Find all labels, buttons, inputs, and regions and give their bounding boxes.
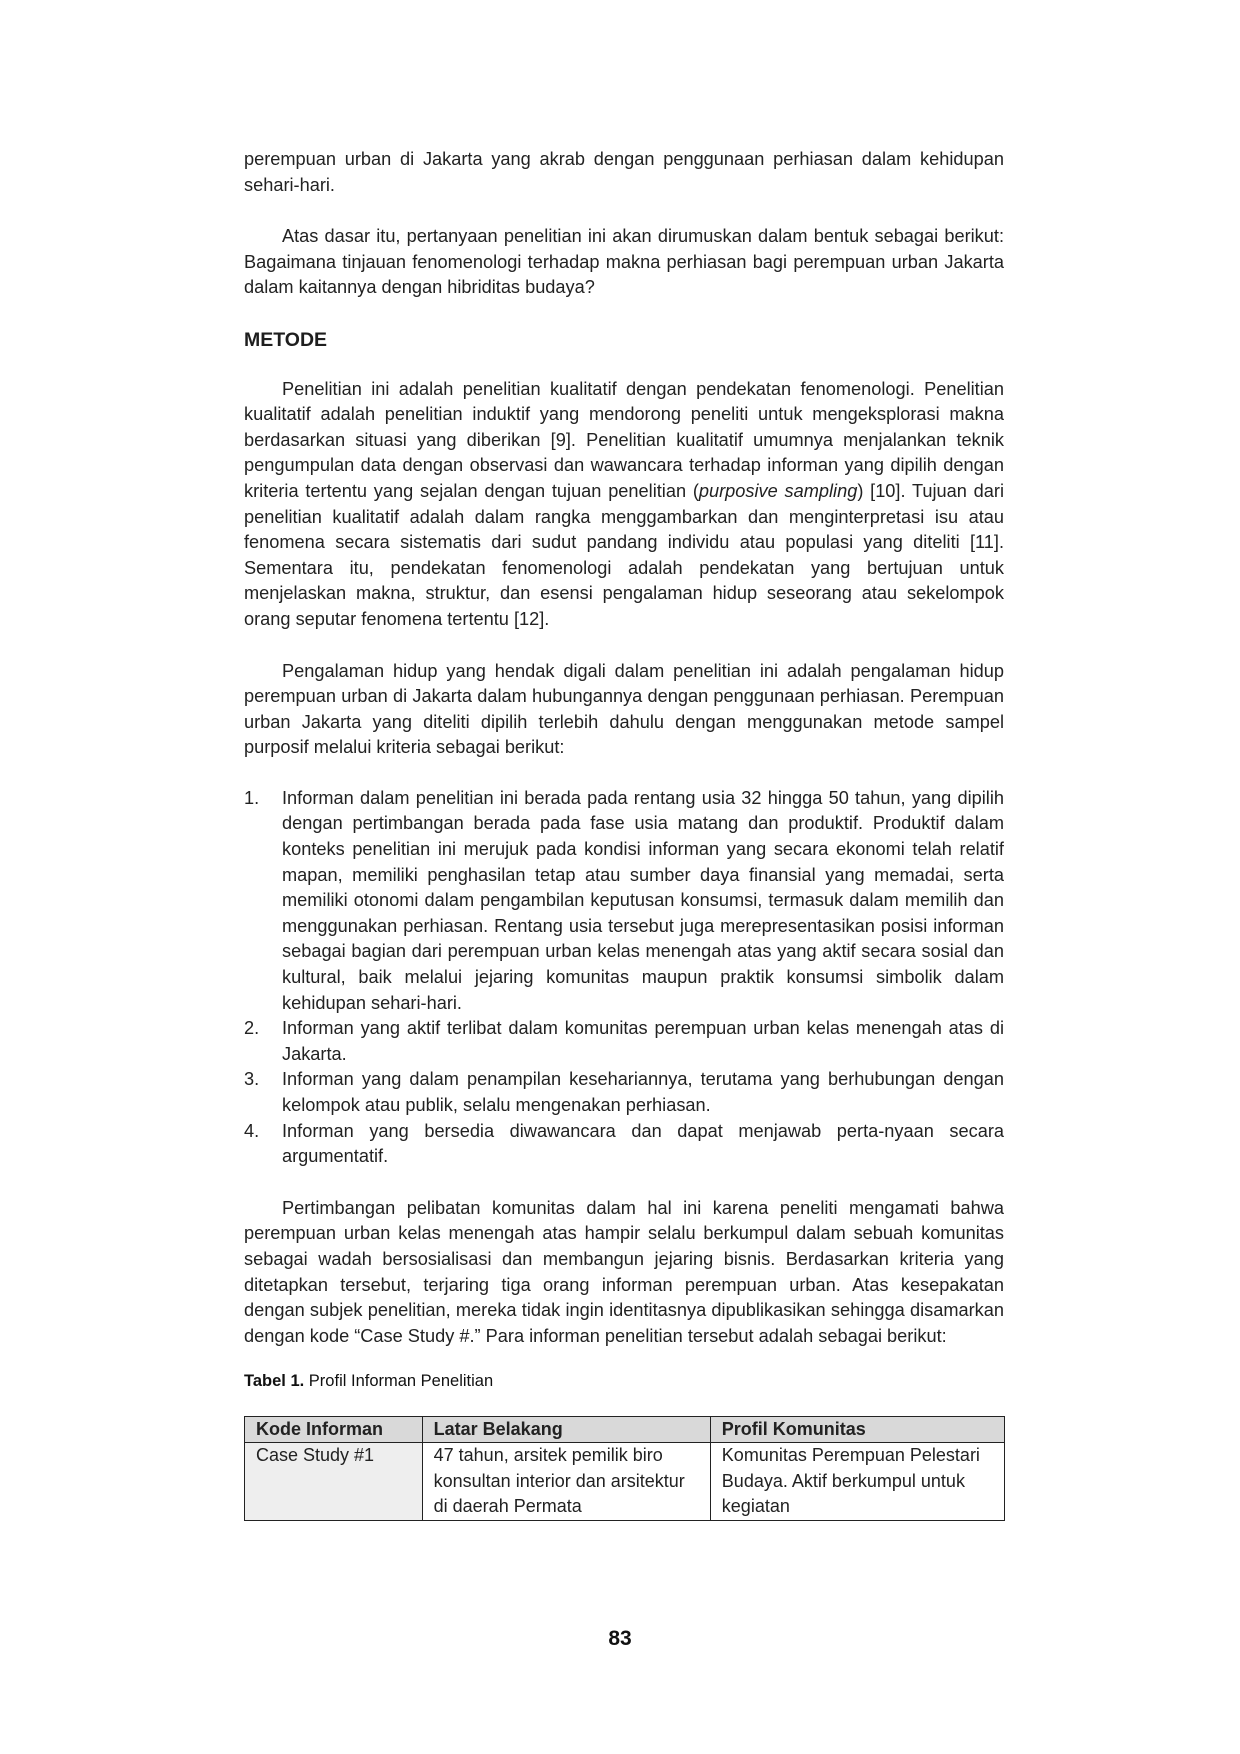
list-item-number: 3. bbox=[244, 1069, 260, 1090]
list-item bbox=[244, 786, 1004, 1016]
table-cell-kode: Case Study #1 bbox=[245, 1443, 423, 1521]
method-text-italic: purposive sampling bbox=[698, 480, 858, 501]
paragraph-research-question: Atas dasar itu, pertanyaan penelitian ini akan dirumuskan dalam bentuk sebagai berikut: Bagaimana tinjauan fenomenologi terhadap makna perhiasan bagi perempuan urban Jakarta dalam kaitannya dengan hibriditas budaya? bbox=[244, 226, 1004, 298]
list-item-text: Informan yang bersedia diwawancara dan dapat menjawab perta-nyaan secara argumentatif. bbox=[282, 1120, 1004, 1167]
list-item-number: 4. bbox=[244, 1120, 260, 1141]
list-item bbox=[244, 1067, 1004, 1118]
list-item-number: 2. bbox=[244, 1018, 260, 1039]
list-item bbox=[244, 1016, 1004, 1067]
paragraph-lived-experience: Pengalaman hidup yang hendak digali dalam penelitian ini adalah pengalaman hidup perempuan urban di Jakarta dalam hubungannya dengan penggunaan perhiasan. Perempuan urban Jakarta yang diteliti dipilih terlebih dahulu dengan menggunakan metode sampel purposif melalui kriteria sebagai berikut: bbox=[244, 660, 1004, 758]
table-cell-profil: Komunitas Perempuan Pelestari Budaya. Aktif berkumpul untuk kegiatan bbox=[710, 1443, 1004, 1521]
table-caption-label: Tabel 1. bbox=[244, 1372, 305, 1391]
list-item-text: Informan yang aktif terlibat dalam komunitas perempuan urban kelas menengah atas di Jakarta. bbox=[282, 1018, 1004, 1064]
table-header-row bbox=[245, 1416, 1005, 1443]
method-text-part-2: ) [10]. Tujuan dari penelitian kualitatif adalah dalam rangka menggambarkan dan menginterpretasi isu atau fenomena secara sistematis dari sudut pandang individu atau populasi yang diteliti [11]. Sementara itu, pendekatan fenomenologi adalah pendekatan yang bertujuan untuk menjelaskan makna, struktur, dan esensi pengalaman hidup seseorang atau sekelompok orang seputar fenomena tertentu [12]. bbox=[244, 480, 1005, 629]
informant-profile-table bbox=[244, 1416, 1005, 1521]
method-text-part-1: Penelitian ini adalah penelitian kualitatif dengan pendekatan fenomenologi. Penelitian kualitatif adalah penelitian induktif yang mendorong peneliti untuk mengeksplorasi makna berdasarkan situasi yang diberikan [9]. Penelitian kualitatif umumnya menjalankan teknik pengumpulan data dengan observasi dan wawancara terhadap informan yang dipilih dengan kriteria tertentu yang sejalan dengan tujuan penelitian ( bbox=[244, 378, 1004, 501]
column-header-kode: Kode Informan bbox=[245, 1416, 423, 1443]
table-cell-latar: 47 tahun, arsitek pemilik biro konsultan interior dan arsitektur di daerah Permata bbox=[422, 1443, 710, 1521]
paragraph-intro-continued: perempuan urban di Jakarta yang akrab dengan penggunaan perhiasan dalam kehidupan sehari-hari. bbox=[244, 149, 1004, 195]
column-header-profil: Profil Komunitas bbox=[710, 1416, 1004, 1443]
table-caption bbox=[244, 1369, 1004, 1395]
criteria-list bbox=[244, 786, 1004, 1170]
list-item bbox=[244, 1119, 1004, 1170]
paragraph-method-description bbox=[244, 377, 1004, 633]
document-page bbox=[244, 147, 1004, 1521]
table-caption-text: Profil Informan Penelitian bbox=[304, 1372, 494, 1391]
section-heading-metode: METODE bbox=[244, 328, 328, 351]
list-item-text: Informan dalam penelitian ini berada pada rentang usia 32 hingga 50 tahun, yang dipilih dengan pertimbangan berada pada fase usia matang dan produktif. Produktif dalam konteks penelitian ini merujuk pada kondisi informan yang secara ekonomi telah relatif mapan, memiliki penghasilan tetap atau sumber daya finansial yang memadai, serta memiliki otonomi dalam pengambilan keputusan konsumsi, termasuk dalam memilih dan menggunakan perhiasan. Rentang usia tersebut juga merepresentasikan posisi informan sebagai bagian dari perempuan urban kelas menengah atas yang aktif secara sosial dan kultural, baik melalui jejaring komunitas maupun praktik konsumsi simbolik dalam kehidupan sehari-hari. bbox=[282, 787, 1004, 1013]
page-number: 83 bbox=[608, 1627, 632, 1650]
column-header-latar: Latar Belakang bbox=[422, 1416, 710, 1443]
paragraph-community-consideration: Pertimbangan pelibatan komunitas dalam hal ini karena peneliti mengamati bahwa perempuan urban kelas menengah atas hampir selalu berkumpul dalam sebuah komunitas sebagai wadah bersosialisasi dan membangun jejaring bisnis. Berdasarkan kriteria yang ditetapkan tersebut, terjaring tiga orang informan perempuan urban. Atas kesepakatan dengan subjek penelitian, mereka tidak ingin identitasnya dipublikasikan sehingga disamarkan dengan kode “Case Study #.” Para informan penelitian tersebut adalah sebagai berikut: bbox=[244, 1197, 1004, 1346]
table-row bbox=[245, 1443, 1005, 1521]
list-item-number: 1. bbox=[244, 787, 260, 808]
list-item-text: Informan yang dalam penampilan kesehariannya, terutama yang berhubungan dengan kelompok atau publik, selalu mengenakan perhiasan. bbox=[282, 1069, 1004, 1115]
